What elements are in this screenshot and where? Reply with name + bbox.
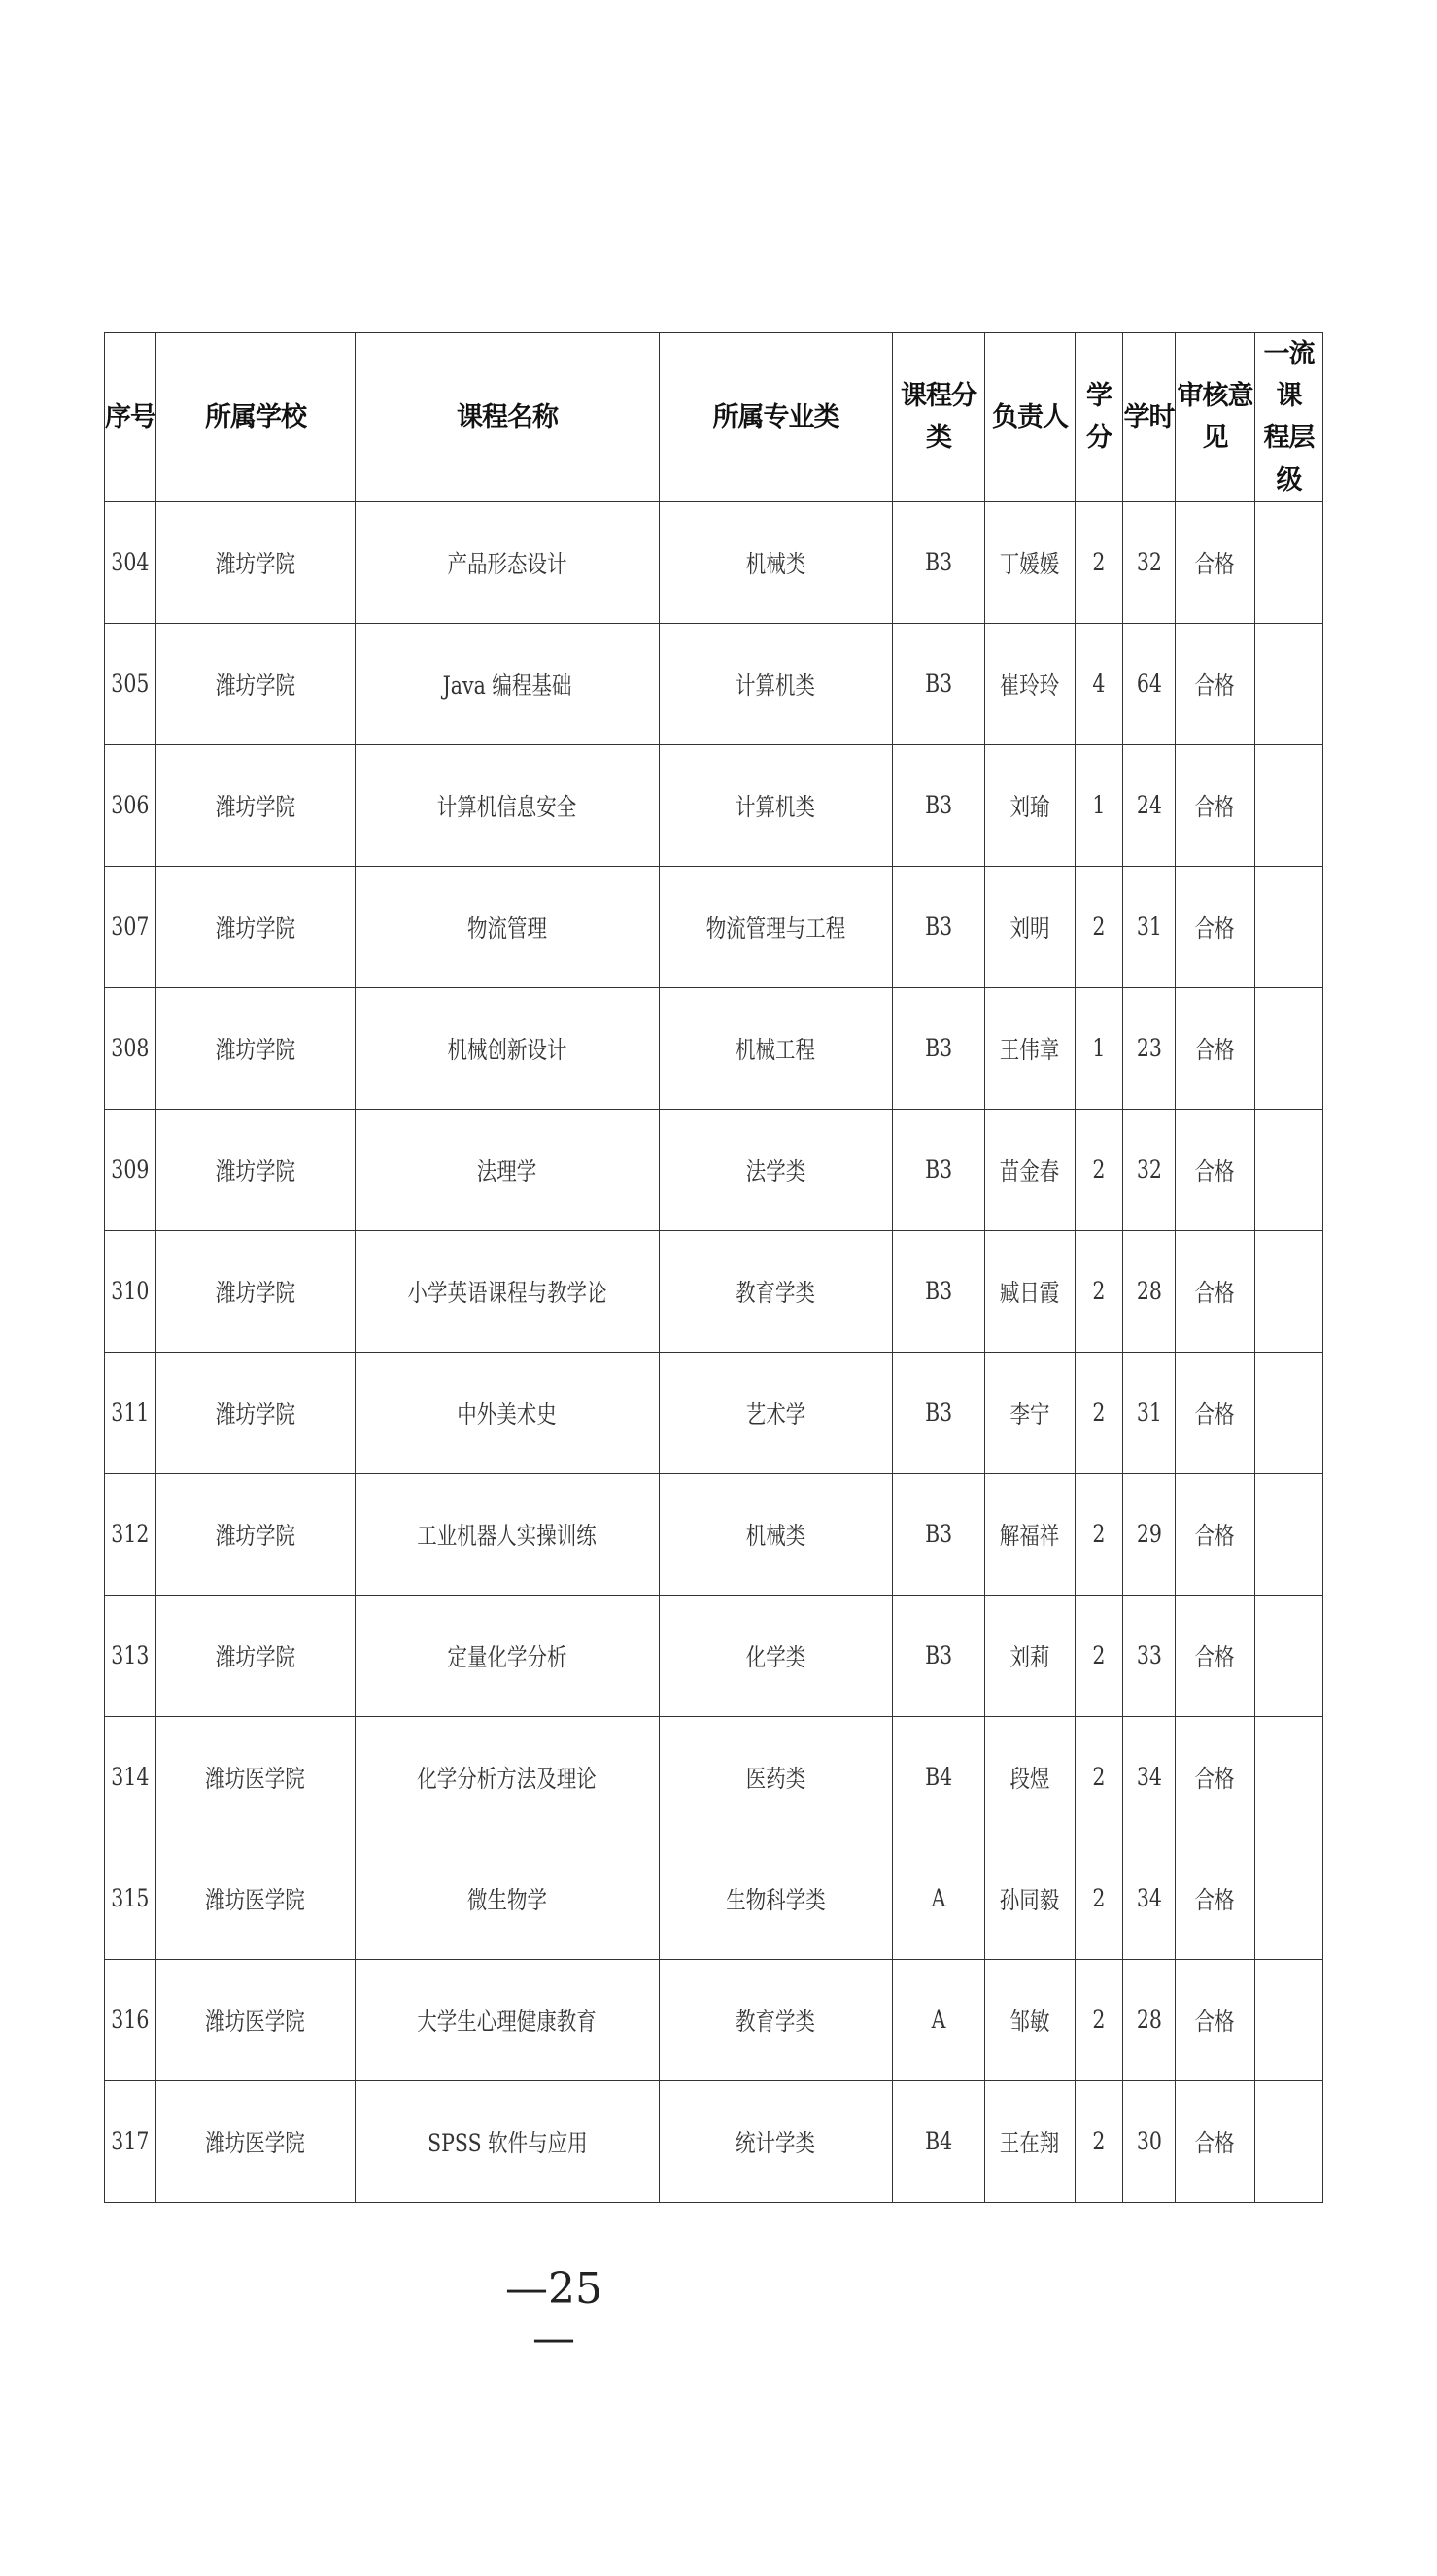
cell-course-name [356, 1838, 660, 1959]
cell-lead [985, 2080, 1076, 2202]
cell-review [1176, 1352, 1255, 1473]
table-row [105, 1595, 1323, 1716]
cell-text: 计算机类 [736, 670, 816, 700]
cell-text: 合格 [1194, 913, 1235, 943]
cell-hours [1123, 1352, 1176, 1473]
cell-lead [985, 744, 1076, 866]
cell-credits [1076, 1473, 1123, 1595]
cell-level [1255, 987, 1323, 1109]
cell-category [893, 1473, 985, 1595]
cell-text: 合格 [1194, 1521, 1235, 1550]
cell-school [156, 1473, 356, 1595]
col-header-level: 一流课 程层级 [1255, 333, 1323, 502]
cell-text: 计算机信息安全 [437, 792, 577, 821]
cell-index [105, 744, 156, 866]
cell-text: 解福祥 [1000, 1521, 1060, 1550]
cell-category [893, 1352, 985, 1473]
cell-text: 机械工程 [736, 1035, 816, 1064]
cell-credits [1076, 1838, 1123, 1959]
cell-course-name [356, 623, 660, 744]
cell-credits [1076, 744, 1123, 866]
cell-text: 化学分析方法及理论 [417, 1764, 598, 1793]
cell-lead [985, 1109, 1076, 1230]
cell-text: 合格 [1194, 1278, 1235, 1307]
cell-text: 教育学类 [736, 1278, 816, 1307]
cell-major [660, 1838, 893, 1959]
table-row [105, 1230, 1323, 1352]
cell-school [156, 1352, 356, 1473]
cell-text: 合格 [1194, 1642, 1235, 1671]
col-header-index: 序号 [105, 333, 156, 502]
cell-review [1176, 2080, 1255, 2202]
cell-text: 邹敏 [1009, 2007, 1050, 2036]
cell-text: 合格 [1194, 670, 1235, 700]
cell-text: 304 [111, 548, 150, 577]
cell-credits [1076, 1716, 1123, 1838]
cell-school [156, 1109, 356, 1230]
cell-text: B3 [924, 912, 953, 942]
cell-index [105, 1230, 156, 1352]
cell-review [1176, 1109, 1255, 1230]
cell-text: 24 [1136, 791, 1162, 820]
cell-course-name [356, 501, 660, 623]
cell-course-name [356, 1109, 660, 1230]
cell-text: 产品形态设计 [447, 549, 567, 578]
cell-text: 潍坊学院 [215, 1035, 295, 1064]
cell-text: 310 [111, 1277, 150, 1306]
cell-category [893, 1959, 985, 2080]
cell-hours [1123, 1959, 1176, 2080]
cell-text: 316 [111, 2006, 150, 2035]
cell-text: 合格 [1194, 549, 1235, 578]
cell-category [893, 866, 985, 987]
col-header-lead: 负责人 [985, 333, 1076, 502]
cell-credits [1076, 1352, 1123, 1473]
cell-index [105, 1352, 156, 1473]
cell-review [1176, 987, 1255, 1109]
cell-category [893, 623, 985, 744]
cell-text: 大学生心理健康教育 [417, 2007, 598, 2036]
table-row [105, 1473, 1323, 1595]
cell-credits [1076, 987, 1123, 1109]
table-row [105, 866, 1323, 987]
cell-hours [1123, 1838, 1176, 1959]
cell-major [660, 987, 893, 1109]
table-row [105, 987, 1323, 1109]
table-header-row [105, 333, 1323, 502]
cell-text: 潍坊医学院 [205, 2007, 306, 2036]
table-row [105, 1352, 1323, 1473]
cell-hours [1123, 2080, 1176, 2202]
col-header-category: 课程分类 [893, 333, 985, 502]
cell-index [105, 1109, 156, 1230]
cell-level [1255, 1473, 1323, 1595]
table-row [105, 744, 1323, 866]
cell-credits [1076, 2080, 1123, 2202]
cell-hours [1123, 866, 1176, 987]
cell-text: 王伟章 [1000, 1035, 1060, 1064]
cell-lead [985, 1838, 1076, 1959]
col-header-course-name: 课程名称 [356, 333, 660, 502]
cell-text: 刘明 [1009, 913, 1050, 943]
cell-category [893, 1716, 985, 1838]
cell-course-name [356, 1230, 660, 1352]
cell-index [105, 1595, 156, 1716]
cell-hours [1123, 623, 1176, 744]
cell-text: 潍坊学院 [215, 913, 295, 943]
cell-text: B4 [924, 2127, 953, 2156]
cell-level [1255, 1838, 1323, 1959]
cell-major [660, 1352, 893, 1473]
cell-text: 机械类 [745, 1521, 806, 1550]
cell-text: 医药类 [745, 1764, 806, 1793]
cell-text: 法学类 [745, 1156, 806, 1185]
cell-lead [985, 987, 1076, 1109]
cell-text: B3 [924, 670, 953, 699]
cell-text: 教育学类 [736, 2007, 816, 2036]
cell-major [660, 1716, 893, 1838]
cell-category [893, 1230, 985, 1352]
cell-category [893, 1109, 985, 1230]
cell-text: 机械创新设计 [447, 1035, 567, 1064]
cell-text: B3 [924, 548, 953, 577]
cell-text: 2 [1092, 1641, 1106, 1670]
cell-text: 23 [1136, 1034, 1162, 1063]
cell-course-name [356, 1473, 660, 1595]
cell-text: 311 [111, 1398, 150, 1427]
cell-text: B3 [924, 1520, 953, 1549]
cell-text: B3 [924, 1034, 953, 1063]
cell-text: 2 [1092, 1155, 1106, 1185]
cell-text: Java 编程基础 [442, 670, 572, 700]
cell-level [1255, 501, 1323, 623]
table-row [105, 623, 1323, 744]
cell-index [105, 987, 156, 1109]
cell-level [1255, 623, 1323, 744]
cell-course-name [356, 1716, 660, 1838]
cell-text: 定量化学分析 [447, 1642, 567, 1671]
cell-level [1255, 744, 1323, 866]
cell-text: 计算机类 [736, 792, 816, 821]
cell-text: 合格 [1194, 1885, 1235, 1914]
cell-credits [1076, 1595, 1123, 1716]
cell-text: 丁媛媛 [1000, 549, 1060, 578]
cell-review [1176, 623, 1255, 744]
cell-course-name [356, 744, 660, 866]
cell-text: 臧日霞 [1000, 1278, 1060, 1307]
cell-text: 潍坊医学院 [205, 1764, 306, 1793]
cell-text: 中外美术史 [457, 1399, 558, 1428]
cell-text: 合格 [1194, 792, 1235, 821]
cell-text: 化学类 [745, 1642, 806, 1671]
cell-text: B4 [924, 1763, 953, 1792]
cell-text: 王在翔 [1000, 2128, 1060, 2157]
cell-text: 317 [111, 2127, 150, 2156]
cell-hours [1123, 744, 1176, 866]
cell-text: 2 [1092, 1398, 1106, 1427]
cell-text: SPSS 软件与应用 [427, 2128, 588, 2157]
cell-text: 28 [1136, 2006, 1162, 2035]
cell-index [105, 2080, 156, 2202]
cell-text: 308 [111, 1034, 150, 1063]
cell-text: 孙同毅 [1000, 1885, 1060, 1914]
cell-lead [985, 1595, 1076, 1716]
cell-text: 潍坊学院 [215, 792, 295, 821]
cell-text: B3 [924, 1641, 953, 1670]
cell-credits [1076, 866, 1123, 987]
cell-category [893, 987, 985, 1109]
cell-text: 统计学类 [736, 2128, 816, 2157]
cell-credits [1076, 501, 1123, 623]
cell-text: A [931, 1884, 946, 1913]
cell-level [1255, 2080, 1323, 2202]
cell-hours [1123, 1595, 1176, 1716]
cell-text: 1 [1092, 1034, 1106, 1063]
cell-major [660, 1595, 893, 1716]
cell-text: B3 [924, 791, 953, 820]
cell-index [105, 1959, 156, 2080]
cell-category [893, 501, 985, 623]
cell-text: B3 [924, 1277, 953, 1306]
cell-text: 潍坊学院 [215, 549, 295, 578]
cell-review [1176, 1473, 1255, 1595]
cell-text: 305 [111, 670, 150, 699]
cell-course-name [356, 2080, 660, 2202]
cell-school [156, 623, 356, 744]
cell-text: 合格 [1194, 1035, 1235, 1064]
cell-review [1176, 1230, 1255, 1352]
cell-text: 潍坊医学院 [205, 2128, 306, 2157]
cell-text: 潍坊学院 [215, 1278, 295, 1307]
cell-text: 合格 [1194, 2128, 1235, 2157]
cell-hours [1123, 501, 1176, 623]
cell-text: 306 [111, 791, 150, 820]
cell-text: 313 [111, 1641, 150, 1670]
cell-course-name [356, 1352, 660, 1473]
cell-category [893, 1595, 985, 1716]
table-row [105, 1109, 1323, 1230]
cell-lead [985, 1959, 1076, 2080]
cell-lead [985, 501, 1076, 623]
cell-major [660, 1109, 893, 1230]
cell-text: 苗金春 [1000, 1156, 1060, 1185]
cell-review [1176, 501, 1255, 623]
cell-level [1255, 1716, 1323, 1838]
cell-index [105, 501, 156, 623]
cell-credits [1076, 1959, 1123, 2080]
cell-text: 潍坊学院 [215, 1156, 295, 1185]
col-header-review: 审核意见 [1176, 333, 1255, 502]
cell-text: 4 [1092, 670, 1106, 699]
cell-text: 2 [1092, 1884, 1106, 1913]
cell-text: 合格 [1194, 1764, 1235, 1793]
table-row [105, 501, 1323, 623]
cell-text: 段煜 [1009, 1764, 1050, 1793]
cell-text: 物流管理 [466, 913, 547, 943]
cell-major [660, 744, 893, 866]
cell-text: 生物科学类 [726, 1885, 826, 1914]
cell-text: 物流管理与工程 [705, 913, 846, 943]
cell-text: 312 [111, 1520, 150, 1549]
cell-lead [985, 866, 1076, 987]
cell-school [156, 1230, 356, 1352]
cell-school [156, 744, 356, 866]
course-table [104, 332, 1323, 2203]
cell-index [105, 1838, 156, 1959]
cell-school [156, 1595, 356, 1716]
cell-text: 29 [1136, 1520, 1162, 1549]
cell-school [156, 1838, 356, 1959]
cell-text: 艺术学 [745, 1399, 806, 1428]
cell-text: 34 [1136, 1763, 1162, 1792]
cell-text: 李宁 [1009, 1399, 1050, 1428]
col-header-hours: 学时 [1123, 333, 1176, 502]
cell-school [156, 2080, 356, 2202]
cell-text: 2 [1092, 1520, 1106, 1549]
cell-text: B3 [924, 1398, 953, 1427]
cell-text: 机械类 [745, 549, 806, 578]
cell-lead [985, 1716, 1076, 1838]
table-row [105, 1716, 1323, 1838]
cell-course-name [356, 866, 660, 987]
cell-lead [985, 1473, 1076, 1595]
cell-level [1255, 1352, 1323, 1473]
col-header-major: 所属专业类 [660, 333, 893, 502]
cell-index [105, 1716, 156, 1838]
cell-level [1255, 1595, 1323, 1716]
cell-text: 315 [111, 1884, 150, 1913]
cell-text: 合格 [1194, 1399, 1235, 1428]
cell-index [105, 1473, 156, 1595]
cell-text: 31 [1136, 1398, 1162, 1427]
cell-text: 工业机器人实操训练 [417, 1521, 598, 1550]
cell-text: 微生物学 [466, 1885, 547, 1914]
cell-text: 2 [1092, 2006, 1106, 2035]
cell-review [1176, 1716, 1255, 1838]
table-row [105, 1959, 1323, 2080]
cell-text: 潍坊医学院 [205, 1885, 306, 1914]
col-header-school: 所属学校 [156, 333, 356, 502]
cell-course-name [356, 1959, 660, 2080]
cell-category [893, 744, 985, 866]
cell-major [660, 623, 893, 744]
cell-text: 潍坊学院 [215, 1399, 295, 1428]
cell-text: 32 [1136, 1155, 1162, 1185]
cell-text: B3 [924, 1155, 953, 1185]
table-row [105, 2080, 1323, 2202]
cell-review [1176, 1959, 1255, 2080]
cell-text: 刘瑜 [1009, 792, 1050, 821]
cell-text: 2 [1092, 912, 1106, 942]
cell-level [1255, 1109, 1323, 1230]
cell-text: 潍坊学院 [215, 1642, 295, 1671]
cell-credits [1076, 1230, 1123, 1352]
cell-credits [1076, 1109, 1123, 1230]
cell-category [893, 2080, 985, 2202]
cell-text: 30 [1136, 2127, 1162, 2156]
cell-major [660, 1959, 893, 2080]
cell-text: 33 [1136, 1641, 1162, 1670]
cell-school [156, 1716, 356, 1838]
cell-text: 309 [111, 1155, 150, 1185]
page-number: —25— [505, 2264, 602, 2363]
cell-text: 2 [1092, 1763, 1106, 1792]
cell-course-name [356, 1595, 660, 1716]
cell-text: 2 [1092, 1277, 1106, 1306]
cell-level [1255, 866, 1323, 987]
cell-school [156, 987, 356, 1109]
cell-major [660, 501, 893, 623]
col-header-credits: 学分 [1076, 333, 1123, 502]
cell-category [893, 1838, 985, 1959]
cell-hours [1123, 1473, 1176, 1595]
cell-review [1176, 744, 1255, 866]
cell-text: 307 [111, 912, 150, 942]
cell-index [105, 623, 156, 744]
cell-major [660, 1230, 893, 1352]
cell-text: 314 [111, 1763, 150, 1792]
cell-course-name [356, 987, 660, 1109]
cell-lead [985, 1352, 1076, 1473]
cell-text: 崔玲玲 [1000, 670, 1060, 700]
cell-hours [1123, 1109, 1176, 1230]
cell-text: 刘莉 [1009, 1642, 1050, 1671]
cell-review [1176, 866, 1255, 987]
cell-index [105, 866, 156, 987]
cell-text: 合格 [1194, 2007, 1235, 2036]
cell-review [1176, 1838, 1255, 1959]
cell-text: 34 [1136, 1884, 1162, 1913]
cell-lead [985, 1230, 1076, 1352]
table-body [105, 501, 1323, 2202]
table-row [105, 1838, 1323, 1959]
cell-major [660, 2080, 893, 2202]
cell-level [1255, 1230, 1323, 1352]
cell-text: 法理学 [477, 1156, 537, 1185]
cell-text: 31 [1136, 912, 1162, 942]
cell-text: A [931, 2006, 946, 2035]
cell-major [660, 1473, 893, 1595]
cell-credits [1076, 623, 1123, 744]
cell-school [156, 501, 356, 623]
cell-text: 28 [1136, 1277, 1162, 1306]
cell-text: 2 [1092, 2127, 1106, 2156]
cell-school [156, 1959, 356, 2080]
cell-text: 1 [1092, 791, 1106, 820]
cell-lead [985, 623, 1076, 744]
cell-text: 32 [1136, 548, 1162, 577]
cell-text: 小学英语课程与教学论 [407, 1278, 607, 1307]
cell-level [1255, 1959, 1323, 2080]
cell-major [660, 866, 893, 987]
cell-hours [1123, 987, 1176, 1109]
cell-text: 2 [1092, 548, 1106, 577]
cell-text: 潍坊学院 [215, 1521, 295, 1550]
cell-hours [1123, 1230, 1176, 1352]
cell-text: 64 [1136, 670, 1162, 699]
cell-text: 潍坊学院 [215, 670, 295, 700]
cell-text: 合格 [1194, 1156, 1235, 1185]
cell-review [1176, 1595, 1255, 1716]
cell-hours [1123, 1716, 1176, 1838]
cell-school [156, 866, 356, 987]
